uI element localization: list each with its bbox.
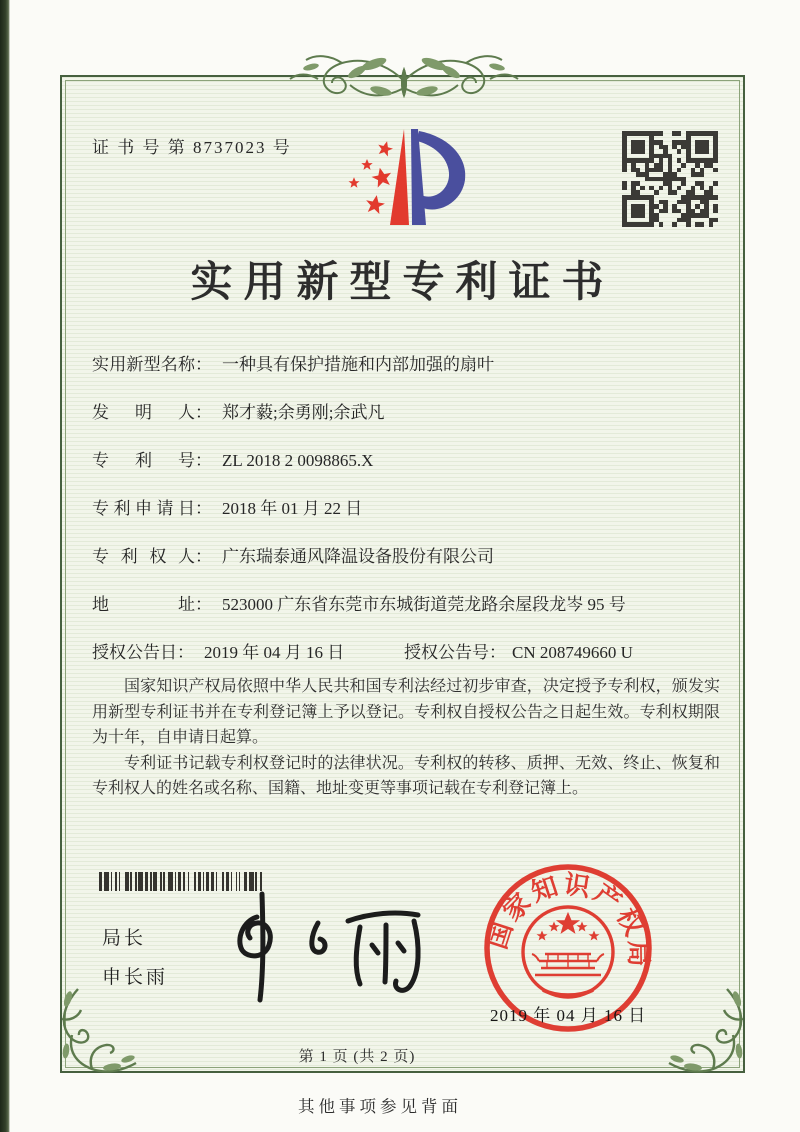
field-value: 郑才藙;余勇刚;余武凡: [222, 403, 385, 422]
certificate-border: [60, 75, 745, 1073]
back-side-note: 其他事项参见背面: [298, 1097, 462, 1116]
grant-number-label: 授权公告号: [404, 643, 489, 662]
field-label: 地址: [92, 595, 195, 614]
field-value: 广东瑞泰通风降温设备股份有限公司: [222, 547, 494, 566]
seal-date: 2019 年 04 月 16 日: [490, 1006, 647, 1025]
field-colon: ：: [195, 595, 212, 614]
field-value: 2018 年 01 月 22 日: [222, 499, 363, 518]
legal-text: [92, 674, 720, 802]
legal-paragraph-1: 国家知识产权局依照中华人民共和国专利法经过初步审查，决定授予专利权，颁发实用新型专利证书并在专利登记簿上予以登记。专利权自授权公告之日起生效。专利权期限为十年，自申请日起算。: [92, 678, 720, 746]
field-value: 523000 广东省东莞市东城街道莞龙路余屋段龙岑 95 号: [222, 595, 626, 614]
border-ornament-corner-icon: [665, 985, 757, 1081]
scan-page-edge: [0, 0, 10, 1132]
field-row-patent-number: [92, 446, 722, 468]
border-ornament-top-icon: [254, 51, 554, 107]
field-value: 一种具有保护措施和内部加强的扇叶: [222, 355, 494, 374]
grant-number-pair: [404, 638, 633, 663]
field-colon: ：: [195, 403, 212, 422]
cnipa-logo-icon: [334, 121, 474, 237]
director-block: [102, 923, 168, 1001]
field-row-address: [92, 590, 722, 612]
field-label: 专利号: [92, 451, 195, 470]
director-signature: [217, 887, 452, 1005]
field-row-grant: [92, 638, 722, 660]
field-colon: ：: [195, 451, 212, 470]
field-row-patentee: [92, 542, 722, 564]
certificate-number: 证 书 号 第 8737023 号: [92, 138, 292, 157]
field-label: 专利权人: [92, 547, 195, 566]
field-colon: ：: [195, 355, 212, 374]
certificate-title: 实用新型专利证书: [190, 260, 615, 306]
field-row-inventors: [92, 398, 722, 420]
field-colon: ：: [195, 547, 212, 566]
seal-ring-text: 国家知识产权局: [482, 869, 654, 970]
field-list: [92, 350, 722, 686]
field-row-name: [92, 350, 722, 372]
field-colon: ：: [195, 499, 212, 518]
page-indicator: 第 1 页 (共 2 页): [298, 1049, 416, 1065]
director-name: 申长雨: [102, 967, 169, 988]
field-label: 实用新型名称: [92, 355, 195, 374]
qr-code: [622, 131, 718, 227]
legal-paragraph-2: 专利证书记载专利权登记时的法律状况。专利权的转移、质押、无效、终止、恢复和专利权人的姓名或名称、国籍、地址变更等事项记载在专利登记簿上。: [92, 754, 720, 797]
field-label: 专利申请日: [92, 499, 195, 518]
director-title: 局长: [102, 928, 147, 949]
field-label: 发明人: [92, 403, 195, 422]
grant-date-label: 授权公告日: [92, 643, 177, 662]
grant-date-value: 2019 年 04 月 16 日: [204, 643, 345, 662]
field-row-filing-date: [92, 494, 722, 516]
field-value: ZL 2018 2 0098865.X: [222, 451, 374, 470]
field-colon: ：: [489, 643, 506, 662]
field-colon: ：: [177, 643, 194, 662]
grant-number-value: CN 208749660 U: [512, 643, 633, 662]
